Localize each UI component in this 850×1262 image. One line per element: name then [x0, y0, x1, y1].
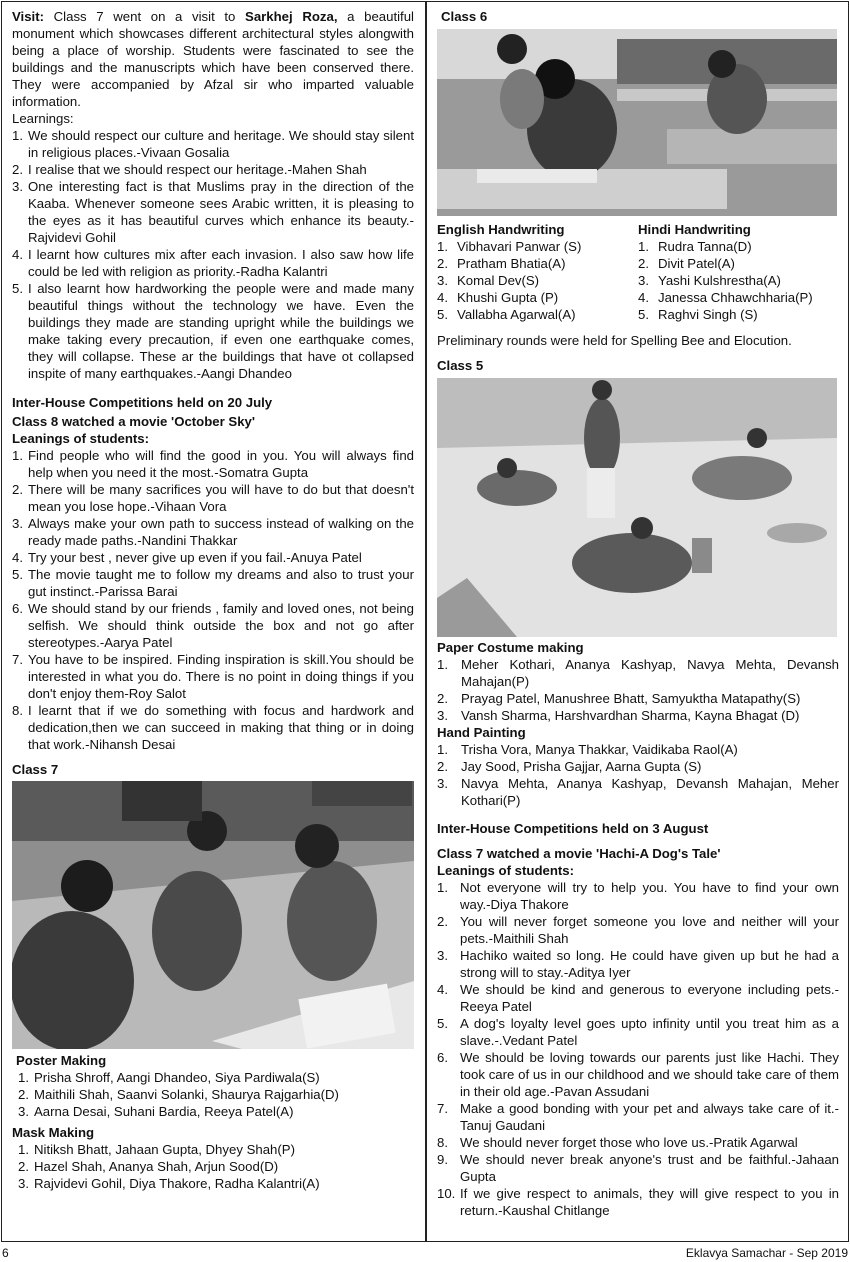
list-item: 3. Navya Mehta, Ananya Kashyap, Devansh Mahajan, Meher Kothari(P): [437, 776, 839, 808]
english-handwriting-block: [437, 221, 638, 323]
list-item: 1. Trisha Vora, Manya Thakkar, Vaidikaba Raol(A): [437, 742, 738, 757]
list-item: 1. Rudra Tanna(D): [638, 239, 752, 254]
class7-leanings-list: [437, 879, 839, 1219]
list-item: 1. Vibhavari Panwar (S): [437, 239, 582, 254]
list-item: 2. You will never forget someone you love and neither will your pets.-Maithili Shah: [437, 914, 839, 946]
list-item: 3. One interesting fact is that Muslims pray in the direction of the Kaaba. Whenever someone sees Arabic written, it is pleasing to the eyes as it has beautiful curves which enhance its beauty.-Rajvidevi Gohil: [12, 179, 414, 245]
list-item: 2. Maithili Shah, Saanvi Solanki, Shaurya Rajgarhia(D): [18, 1087, 339, 1102]
list-item: 4. I learnt how cultures mix after each invasion. I also saw how life could be led with religion as priority.-Radha Kalantri: [12, 247, 414, 279]
hand-painting-heading: Hand Painting: [437, 725, 526, 740]
visit-paragraph: Visit: Class 7 went on a visit to Sarkhej Roza, a beautiful monument which showcases different architectural styles alongwith being a place of worship. Students were fascinated to see the buildings and the manuscripts which have been conserved there. They were accompanied by Afzal sir who imparted valuable information.: [12, 9, 414, 109]
inter-house-heading-2: Inter-House Competitions held on 3 August: [437, 821, 709, 836]
list-item: 3. Hachiko waited so long. He could have given up but he had a strong will to stay.-Aditya Iyer: [437, 948, 839, 980]
class8-leanings-label: Leanings of students:: [12, 431, 150, 446]
list-item: 2. Prayag Patel, Manushree Bhatt, Samyuktha Matapathy(S): [437, 691, 801, 706]
preliminary-rounds-note: Preliminary rounds were held for Spelling Bee and Elocution.: [437, 333, 792, 348]
list-item: 3. Aarna Desai, Suhani Bardia, Reeya Patel(A): [18, 1104, 294, 1119]
hindi-handwriting-block: [638, 221, 839, 323]
list-item: 2. I realise that we should respect our heritage.-Mahen Shah: [12, 162, 367, 177]
list-item: 4. Janessa Chhawchharia(P): [638, 290, 813, 305]
list-item: 10. If we give respect to animals, they will give respect to you in return.-Kaushal Chitlange: [437, 1186, 839, 1218]
list-item: 3. Komal Dev(S): [437, 273, 540, 288]
class7-photo-label: Class 7: [12, 762, 59, 777]
list-item: 1. Prisha Shroff, Aangi Dhandeo, Siya Pardiwala(S): [18, 1070, 320, 1085]
poster-making-list: [12, 1069, 414, 1120]
list-item: 5. Vallabha Agarwal(A): [437, 307, 576, 322]
learnings-label: Learnings:: [12, 111, 74, 126]
class7-leanings-label: Leanings of students:: [437, 863, 575, 878]
list-item: 1. Not everyone will try to help you. You have to find your own way.-Diya Thakore: [437, 880, 839, 912]
list-item: 1. Nitiksh Bhatt, Jahaan Gupta, Dhyey Shah(P): [18, 1142, 295, 1157]
list-item: 2. Jay Sood, Prisha Gajjar, Aarna Gupta (S): [437, 759, 702, 774]
list-item: 7. Make a good bonding with your pet and always take care of it.-Tanuj Gaudani: [437, 1101, 839, 1133]
hindi-handwriting-heading: Hindi Handwriting: [638, 222, 751, 237]
visit-learnings-list: [12, 127, 414, 382]
list-item: 5. Raghvi Singh (S): [638, 307, 758, 322]
class6-photo: [437, 29, 837, 216]
list-item: 5. The movie taught me to follow my dreams and also to trust your gut instinct.-Parissa Barai: [12, 567, 414, 599]
class8-leanings-list: [12, 447, 414, 753]
list-item: 4. Try your best , never give up even if you fail.-Anuya Patel: [12, 550, 362, 565]
list-item: 3. Yashi Kulshrestha(A): [638, 273, 781, 288]
publication-name: Eklavya Samachar - Sep 2019: [685, 1246, 848, 1260]
class7-photo: [12, 781, 414, 1049]
class6-photo-label: Class 6: [441, 9, 488, 24]
class5-photo: [437, 378, 837, 637]
poster-making-heading: Poster Making: [16, 1053, 107, 1068]
english-handwriting-heading: English Handwriting: [437, 222, 565, 237]
list-item: 2. Pratham Bhatia(A): [437, 256, 566, 271]
list-item: 6. We should be loving towards our parents just like Hachi. They took care of us in our childhood and we should take care of them in their old age.-Pavan Assudani: [437, 1050, 839, 1099]
list-item: 4. We should be kind and generous to everyone including pets.-Reeya Patel: [437, 982, 839, 1014]
mask-making-list: [12, 1141, 414, 1192]
page-number: 6: [2, 1246, 9, 1260]
right-column: [437, 8, 839, 1219]
list-item: 5. I also learnt how hardworking the people were and made many beautiful things without the technology we have. Even the buildings they made are standing upright while the buildings we make taking every precaution, if even one earthquake comes, they will collapse. These ar the buildings that have ot collapsed inspite of many earthquakes.-Aangi Dhandeo: [12, 281, 414, 381]
page-footer: [0, 1244, 850, 1262]
hindi-handwriting-list: [638, 238, 839, 323]
list-item: 3. Rajvidevi Gohil, Diya Thakore, Radha Kalantri(A): [18, 1176, 320, 1191]
list-item: 1. Meher Kothari, Ananya Kashyap, Navya Mehta, Devansh Mahajan(P): [437, 657, 839, 689]
list-item: 7. You have to be inspired. Finding inspiration is skill.You should be interested in what you do. There is no point in doing things if you don't enjoy them-Roy Salot: [12, 652, 414, 701]
mask-making-heading: Mask Making: [12, 1125, 95, 1140]
paper-costume-heading: Paper Costume making: [437, 640, 584, 655]
list-item: 1. We should respect our culture and heritage. We should stay silent in religious places.-Vivaan Gosalia: [12, 128, 414, 160]
handwriting-results: [437, 221, 839, 323]
list-item: 2. Hazel Shah, Ananya Shah, Arjun Sood(D): [18, 1159, 279, 1174]
class8-movie-heading: Class 8 watched a movie 'October Sky': [12, 414, 256, 429]
list-item: 3. Vansh Sharma, Harshvardhan Sharma, Kayna Bhagat (D): [437, 708, 800, 723]
list-item: 9. We should never break anyone's trust and be faithful.-Jahaan Gupta: [437, 1152, 839, 1184]
list-item: 3. Always make your own path to success instead of walking on the ready made paths.-Nandini Thakkar: [12, 516, 414, 548]
list-item: 2. There will be many sacrifices you will have to do but that doesn't mean you lose hope.-Vihaan Vora: [12, 482, 414, 514]
list-item: 5. A dog's loyalty level goes upto infinity until you treat him as a slave.-.Vedant Patel: [437, 1016, 839, 1048]
list-item: 4. Khushi Gupta (P): [437, 290, 559, 305]
english-handwriting-list: [437, 238, 638, 323]
list-item: 8. We should never forget those who love us.-Pratik Agarwal: [437, 1135, 798, 1150]
class7-movie-heading: Class 7 watched a movie 'Hachi-A Dog's Tale': [437, 846, 721, 861]
list-item: 8. I learnt that if we do something with focus and hardwork and dedication,then we can succeed in making that thing or in doing that work.-Nihansh Desai: [12, 703, 414, 752]
hand-painting-list: [437, 741, 839, 809]
list-item: 6. We should stand by our friends , family and loved ones, not being selfish. We should think outside the box and not go after stereotypes.-Aarya Patel: [12, 601, 414, 650]
inter-house-heading-1: Inter-House Competitions held on 20 July: [12, 395, 273, 410]
left-column: [12, 8, 414, 1192]
list-item: 1. Find people who will find the good in you. You will always find help when you need it the most.-Somatra Gupta: [12, 448, 414, 480]
paper-costume-list: [437, 656, 839, 724]
column-divider: [425, 1, 427, 1242]
class5-photo-label: Class 5: [437, 358, 484, 373]
list-item: 2. Divit Patel(A): [638, 256, 735, 271]
